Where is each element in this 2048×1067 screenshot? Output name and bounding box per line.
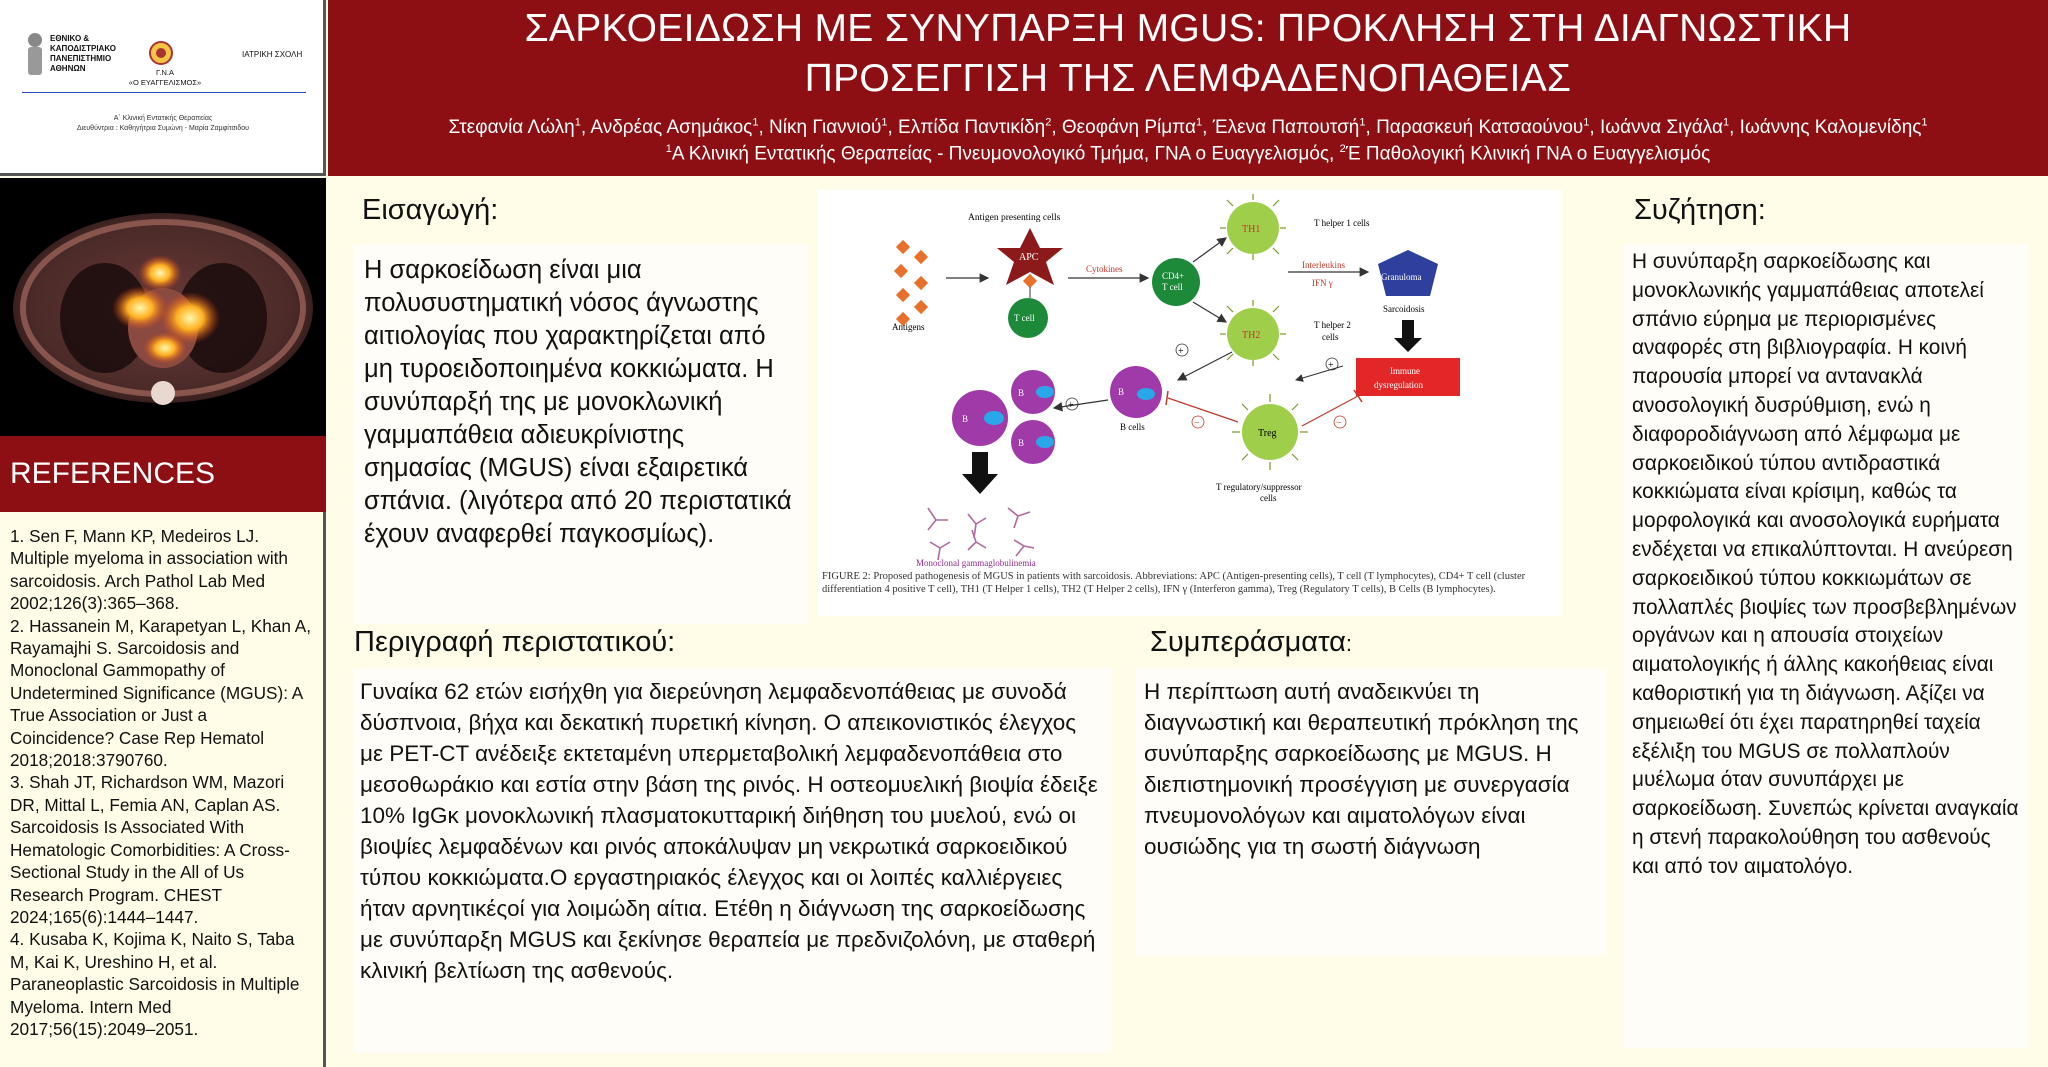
interleukins-label: Interleukins <box>1302 260 1345 270</box>
reference-item: 4. Kusaba K, Kojima K, Naito S, Taba M, Kai K, Ureshino H, et al. Paraneoplastic Sarcoidosis in Multiple Myeloma. Intern Med 2017;56(15):2049–2051. <box>10 929 300 1039</box>
conclusions-panel <box>1136 668 1606 956</box>
b-cells-label: B cells <box>1120 422 1145 432</box>
b-label-clone-3: B <box>1018 438 1025 448</box>
author: Νίκη Γιαννιού$^1$, <box>769 117 899 139</box>
antigens-label: Antigens <box>892 322 925 332</box>
discussion-text: Η συνύπαρξη σαρκοείδωσης και μονοκλωνικής γαμμαπάθειας αποτελεί σπάνιο εύρημα με περιορισμένες αναφορές στη βιβλιογραφία. Η κοινή παρουσία μπορεί να αντανακλά ανοσολογική δυσρύθμιση, ενώ η διαφοροδιάγνωση από λέμφωμα με σαρκοειδικού τύπου αντιδραστικά κοκκιώματα είναι κρίσιμη, καθώς τα μορφολογικά και ανοσολογικά ευρήματα ενδέχεται να επικαλύπτονται. Η ανεύρεση σαρκοειδικού τύπου κοκκιωμάτων σε πολλαπλές βιοψίες των προσβεβλημένων οργάνων και η απουσία στοιχείων αιματολογικής ή άλλης κακοήθειας είναι καθοριστική για τη διάγνωση. Αξίζει να σημειωθεί ότι έχει παρατηρηθεί ταχεία εξέλιξη του MGUS σε πολλαπλούν μυέλωμα όταν συνυπάρχει με σαρκοείδωση. Συνεπώς κρίνεται αναγκαία η στενή παρακολούθηση του ασθενούς και από τον αιματολόγο. <box>1632 250 2019 878</box>
figure-caption: FIGURE 2: Proposed pathogenesis of MGUS in patients with sarcoidosis. Abbreviations: APC (Antigen-presenting cells), T cell (T lymphocytes), CD4+ T cell (cluster differentiation 4 positive T cell), TH1 (T Helper 1 cells), TH2 (T Helper 2 cells), IFN γ (Interferon gamma), Treg (Regulatory T cells), B Cells (B lymphocytes). <box>822 571 1526 595</box>
apc-title-label: Antigen presenting cells <box>968 213 1061 223</box>
poster-title: ΣΑΡΚΟΕΙΔΩΣΗ ΜΕ ΣΥΝΥΠΑΡΞΗ MGUS: ΠΡΟΚΛΗΣΗ ΣΤΗ ΔΙΑΓΝΩΣΤΙΚΗ ΠΡΟΣΕΓΓΙΣΗ ΤΗΣ ΛΕΜΦΑΔΕΝΟΠΑΘΕΙΑΣ <box>524 7 1852 100</box>
reference-item: 2. Hassanein M, Karapetyan L, Khan A, Rayamajhi S. Sarcoidosis and Monoclonal Gammopathy of Undetermined Significance (MGUS): A True Association or Just a Coincidence? Case Rep Hematol 2018;2018:3790760. <box>10 615 311 771</box>
minus-sign-2: − <box>1336 418 1342 429</box>
discussion-heading: Συζήτηση: <box>1634 194 1766 226</box>
b-label-clone-1: B <box>962 414 969 424</box>
t-helper2-label-b: cells <box>1322 332 1339 342</box>
references-heading: REFERENCES <box>0 436 326 512</box>
references-list <box>0 515 322 1050</box>
intro-heading: Εισαγωγή: <box>362 194 499 226</box>
th1-label: TH1 <box>1242 224 1261 235</box>
b-label-clone-2: B <box>1018 388 1025 398</box>
granuloma-label: Granuloma <box>1381 272 1422 282</box>
hospital-name: Γ.Ν.Α «Ο ΕΥΑΓΓΕΛΙΣΜΟΣ» <box>128 68 202 87</box>
author: Ιωάννης Καλομενίδης$^1$ <box>1739 117 1928 139</box>
plus-sign-2: + <box>1328 360 1334 371</box>
clinic-info: Α΄ Κλινική Εντατικής Θεραπείας Διευθύντρια : Καθηγήτρια Συμώνη - Μαρία Ζαμφίτσιδου <box>77 115 249 132</box>
down-arrow-icon-2 <box>962 452 998 494</box>
discussion-panel <box>1624 244 2028 1048</box>
case-text: Γυναίκα 62 ετών εισήχθη για διερεύνηση λεμφαδενοπάθειας με συνοδά δύσπνοια, βήχα και δεκατική πυρετική κίνηση. Ο απεικονιστικός έλεγχος με PET-CT ανέδειξε εκτεταμένη υπερμεταβολική λεμφαδενοπάθεια στο μεσοθωράκιο και εστία στην βάση της ρινός. Η οστεομυελική βιοψία έδειξε 10% IgGκ μονοκλωνική πλασματοκυτταρική διήθηση του μυελού, ενώ οι βιοψίες λεμφαδένων και ρινός αποκάλυψαν μη νεκρωτικά σαρκοειδικού τύπου κοκκιώματα.Ο εργαστηριακός έλεγχος και οι λοιπές καλλιέργειες ήταν αρνητικέςοί για λοιμώδη αίτια. Ετέθη η διάγνωση της σαρκοείδωσης με συνύπαρξη MGUS και ξεκίνησε θεραπεία με πρεδνιζολόνη, με σταθερή κλινική βελτίωση της ασθενούς. <box>360 679 1098 983</box>
antigen-diamonds <box>894 240 928 326</box>
down-arrow-icon <box>1394 320 1422 352</box>
author: Ελπίδα Παντικίδη$^2$, <box>898 117 1062 139</box>
author: Θεοφάνη Ρίμπα$^1$, <box>1061 117 1213 139</box>
logo-area <box>0 0 326 176</box>
immune-label-1: Immune <box>1390 366 1420 376</box>
author: Στεφανία Λώλη$^1$, <box>448 117 591 139</box>
b-label-main: B <box>1118 387 1125 397</box>
minus-sign-1: − <box>1194 418 1200 429</box>
reference-item: 3. Shah JT, Richardson WM, Mazori DR, Mittal L, Femia AN, Caplan AS. Sarcoidosis Is Associated With Hematologic Comorbidities: A Cross-Sectional Study in the All of Us Research Program. CHEST 2024;165(6):1444–1447. <box>10 772 290 927</box>
conclusions-heading: Συμπεράσματα: <box>1150 626 1353 658</box>
th2-label: TH2 <box>1242 330 1261 341</box>
pathogenesis-diagram <box>818 190 1562 568</box>
treg-desc-1: T regulatory/suppressor <box>1216 482 1302 492</box>
intro-panel <box>354 244 808 624</box>
immune-label-2: dysregulation <box>1374 380 1423 390</box>
cytokines-label: Cytokines <box>1086 264 1123 274</box>
sarcoidosis-label: Sarcoidosis <box>1383 304 1425 314</box>
monoclonal-label: Monoclonal gammaglobulinemia <box>916 558 1036 568</box>
university-name: ΕΘΝΙΚΟ & ΚΑΠΟΔΙΣΤΡΙΑΚΟ ΠΑΝΕΠΙΣΤΗΜΙΟ ΑΘΗΝΩΝ <box>50 34 116 73</box>
case-panel <box>354 668 1112 1053</box>
university-seal-icon <box>20 30 50 78</box>
author: Έλενα Παπουτσή$^1$, <box>1212 117 1377 139</box>
case-heading: Περιγραφή περιστατικού: <box>354 626 676 658</box>
conclusions-text: Η περίπτωση αυτή αναδεικνύει τη διαγνωστική και θεραπευτική πρόκληση της συνύπαρξης σαρκοείδωσης με MGUS. Η διεπιστημονική προσέγγιση με συνεργασία πνευμονολόγων και αιματολόγων είναι ουσιώδης για τη σωστή διάγνωση <box>1144 679 1579 859</box>
ifn-label: IFN γ <box>1312 278 1333 288</box>
cd4-label: CD4+ <box>1162 271 1185 281</box>
hospital-emblem-icon <box>148 40 174 66</box>
author: Ανδρέας Ασημάκος$^1$, <box>590 117 770 139</box>
t-helper2-label-a: T helper 2 <box>1314 320 1351 330</box>
treg-label: Treg <box>1258 428 1277 439</box>
plus-sign-1: + <box>1178 346 1184 357</box>
antibody-glyphs <box>928 508 1034 560</box>
apc-label: APC <box>1019 252 1039 263</box>
school-name: ΙΑΤΡΙΚΗ ΣΧΟΛΗ <box>242 50 303 59</box>
reference-item: 1. Sen F, Mann KP, Medeiros LJ. Multiple myeloma in association with sarcoidosis. Arch Pathol Lab Med 2002;126(3):365–368. <box>10 526 288 614</box>
t-cell-label: T cell <box>1014 313 1035 323</box>
intro-text: Η σαρκοείδωση είναι μια πολυσυστηματική νόσος άγνωστης αιτιολογίας που χαρακτηρίζεται από μη τυροειδοποιημένα κοκκιώματα. Η συνύπαρξή της με μονοκλωνική γαμμαπάθεια αδιευκρίνιστης σημασίας (MGUS) είναι εξαιρετικά σπάνια. (λιγότερα από 20 περιστατικά έχουν αναφερθεί παγκοσμίως). <box>364 256 792 548</box>
t-helper1-label: T helper 1 cells <box>1314 218 1370 228</box>
poster-header <box>328 0 2048 176</box>
author: Ιωάννα Σιγάλα$^1$, <box>1599 117 1740 139</box>
treg-desc-2: cells <box>1260 493 1277 503</box>
immune-dysregulation-box <box>1356 358 1460 396</box>
cd4-label-2: T cell <box>1162 282 1183 292</box>
pathogenesis-figure <box>818 190 1562 616</box>
logo-divider <box>22 92 306 93</box>
author: Παρασκευή Κατσαούνου$^1$, <box>1376 117 1600 139</box>
pet-ct-image <box>0 178 326 436</box>
affiliations: $^1$Α Κλινική Εντατικής Θεραπείας - Πνευμονολογικό Τμήμα, ΓΝΑ ο Ευαγγελισμός, $^2$Έ Παθολογική Κλινική ΓΝΑ ο Ευαγγελισμός <box>665 143 1711 165</box>
